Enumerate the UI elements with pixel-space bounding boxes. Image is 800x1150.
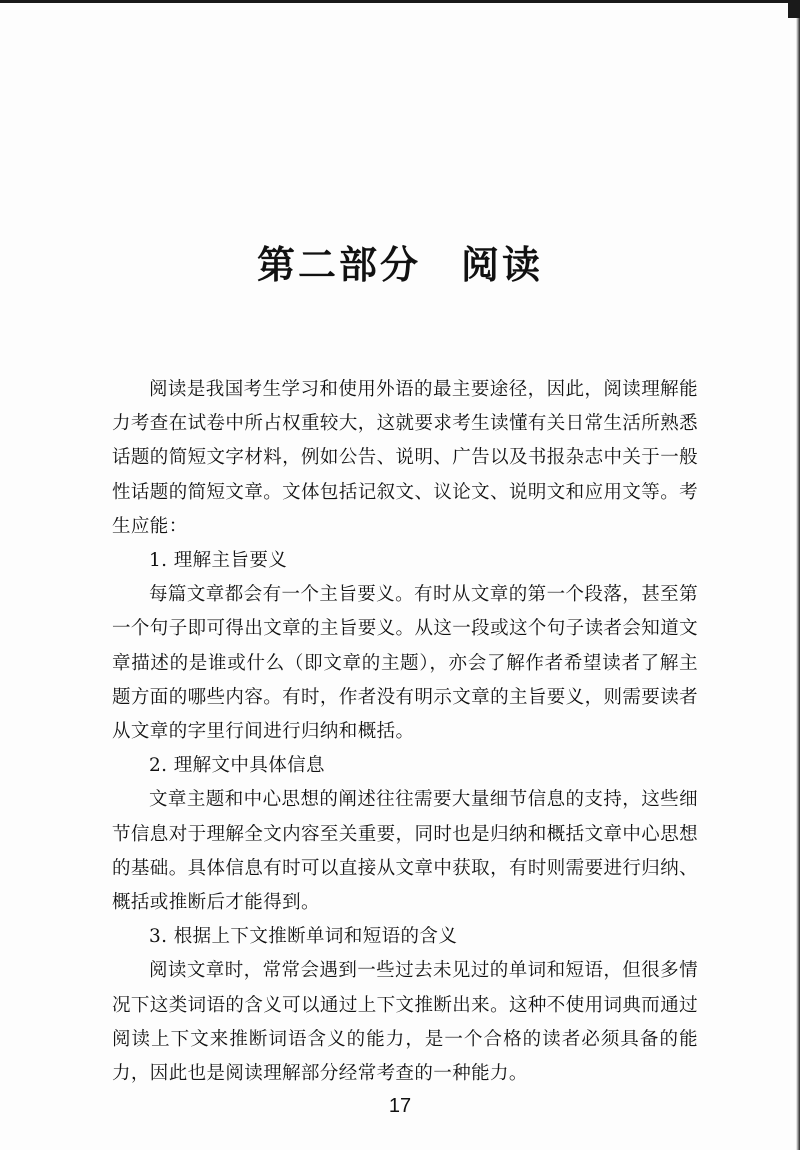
main-idea-paragraph: 每篇文章都会有一个主旨要义。有时从文章的第一个段落，甚至第一个句子即可得出文章的主旨要义。从这一段或这个句子读者会知道文章描述的是谁或什么（即文章的主题），亦会了解作者希望读者了解主题方面的哪些内容。有时，作者没有明示文章的主旨要义，则需要读者从文章的字里行间进行归纳和概括。 [112,584,698,743]
section-heading-main-idea: 1. 理解主旨要义 [149,550,288,572]
body-text [112,373,698,1091]
part-title [0,238,800,292]
scan-edge-corner [788,0,800,18]
context-inference-paragraph: 阅读文章时，常常会遇到一些过去未见过的单词和短语，但很多情况下这类词语的含义可以通过上下文推断出来。这种不使用词典而通过阅读上下文来推断词语含义的能力，是一个合格的读者必须具备的能力，因此也是阅读理解部分经常考查的一种能力。 [112,960,698,1085]
specific-info-paragraph: 文章主题和中心思想的阐述往往需要大量细节信息的支持，这些细节信息对于理解全文内容至关重要，同时也是归纳和概括文章中心思想的基础。具体信息有时可以直接从文章中获取，有时则需要进行归纳、概括或推断后才能得到。 [112,789,698,914]
page-number: 17 [388,1095,412,1117]
part-label: 第二部分 [256,242,421,287]
section-heading-specific-info: 2. 理解文中具体信息 [149,755,325,777]
scan-edge-top [0,0,800,3]
section-heading-context-inference: 3. 根据上下文推断单词和短语的含义 [149,926,458,948]
intro-paragraph: 阅读是我国考生学习和使用外语的最主要途径，因此，阅读理解能力考查在试卷中所占权重较大，这就要求考生读懂有关日常生活所熟悉话题的简短文字材料，例如公告、说明、广告以及书报杂志中关于一般性话题的简短文章。文体包括记叙文、议论文、说明文和应用文等。考生应能： [112,379,698,537]
part-name: 阅读 [461,242,544,287]
scan-edge-right [796,0,800,1150]
